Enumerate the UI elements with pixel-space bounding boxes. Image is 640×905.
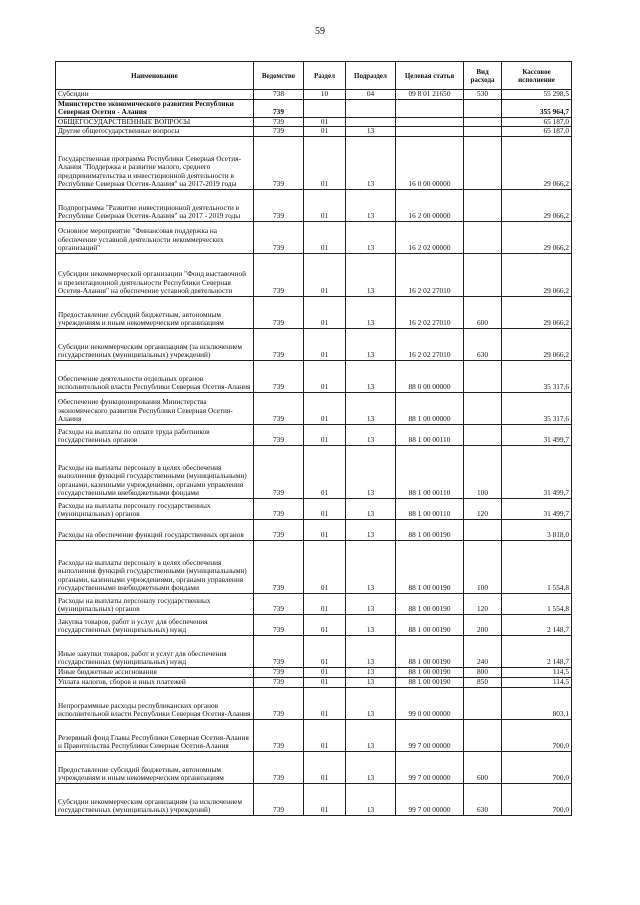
cell-cash-execution: 1 554,8	[502, 540, 572, 593]
table-row	[56, 445, 572, 498]
cell-cash-execution: 2 148,7	[502, 614, 572, 635]
table-row	[56, 328, 572, 360]
cell-section: 01	[304, 667, 346, 677]
table-row	[56, 687, 572, 719]
cell-name: Расходы на обеспечение функций государственных органов	[56, 519, 254, 540]
cell-subsection: 13	[346, 127, 396, 137]
cell-target-item: 88 1 00 00000	[396, 392, 464, 424]
cell-subsection: 13	[346, 296, 396, 328]
cell-name: Субсидии	[56, 90, 254, 100]
cell-section: 01	[304, 635, 346, 667]
table-row	[56, 519, 572, 540]
cell-name: Предоставление субсидий бюджетным, автономным учреждениям и иным некоммерческим организациям	[56, 751, 254, 783]
cell-section: 01	[304, 328, 346, 360]
cell-department: 739	[254, 445, 304, 498]
cell-subsection: 13	[346, 593, 396, 614]
table-row	[56, 296, 572, 328]
cell-name: Закупка товаров, работ и услуг для обеспечения государственных (муниципальных) нужд	[56, 614, 254, 635]
cell-name: Иные бюджетные ассигнования	[56, 667, 254, 677]
cell-subsection: 13	[346, 519, 396, 540]
cell-name: Подпрограмма "Развитие инвестиционной деятельности в Республике Северная Осетия-Алания" на 2017 - 2019 годы	[56, 189, 254, 221]
cell-expense-type: 630	[464, 328, 502, 360]
cell-subsection: 13	[346, 751, 396, 783]
cell-department: 739	[254, 751, 304, 783]
cell-cash-execution: 2 148,7	[502, 635, 572, 667]
cell-cash-execution: 29 066,2	[502, 328, 572, 360]
cell-cash-execution: 29 066,2	[502, 253, 572, 296]
cell-department: 739	[254, 614, 304, 635]
cell-name: Иные закупки товаров, работ и услуг для обеспечения государственных (муниципальных) нужд	[56, 635, 254, 667]
cell-department: 739	[254, 328, 304, 360]
cell-expense-type	[464, 392, 502, 424]
cell-name: Расходы на выплаты персоналу в целях обеспечения выполнения функций государственными (муниципальными) органами, казенными учреждениями, органами управления государственными внебюджетными фондами	[56, 445, 254, 498]
cell-name: Основное мероприятие "Финансовая поддержка на обеспечение уставной деятельности некоммерческих организаций"	[56, 221, 254, 253]
cell-expense-type	[464, 719, 502, 751]
cell-expense-type: 200	[464, 614, 502, 635]
col-header-expense-type: Вид расхода	[464, 62, 502, 90]
cell-department: 739	[254, 117, 304, 127]
cell-department: 739	[254, 392, 304, 424]
cell-name: Расходы на выплаты персоналу государственных (муниципальных) органов	[56, 593, 254, 614]
table-row	[56, 719, 572, 751]
cell-name: Другие общегосударственные вопросы	[56, 127, 254, 137]
cell-target-item: 88 1 00 00110	[396, 424, 464, 445]
cell-cash-execution: 3 818,0	[502, 519, 572, 540]
cell-section: 01	[304, 127, 346, 137]
cell-cash-execution: 55 298,5	[502, 90, 572, 100]
cell-name: Субсидии некоммерческим организациям (за исключением государственных (муниципальных) учреждений)	[56, 783, 254, 815]
cell-cash-execution: 114,5	[502, 677, 572, 687]
cell-cash-execution: 700,0	[502, 751, 572, 783]
table-row	[56, 635, 572, 667]
cell-name: Уплата налогов, сборов и иных платежей	[56, 677, 254, 687]
cell-expense-type: 100	[464, 445, 502, 498]
cell-department: 739	[254, 99, 304, 117]
cell-target-item: 99 0 00 00000	[396, 687, 464, 719]
cell-section: 01	[304, 117, 346, 127]
table-row	[56, 424, 572, 445]
cell-target-item: 16 0 00 00000	[396, 136, 464, 189]
cell-cash-execution: 355 964,7	[502, 99, 572, 117]
cell-subsection: 13	[346, 614, 396, 635]
cell-section: 01	[304, 296, 346, 328]
cell-department: 739	[254, 498, 304, 519]
cell-cash-execution: 700,0	[502, 719, 572, 751]
table-header-row	[56, 62, 572, 90]
cell-expense-type	[464, 117, 502, 127]
cell-department: 739	[254, 296, 304, 328]
cell-subsection: 13	[346, 221, 396, 253]
cell-name: Обеспечение функционирования Министерства экономического развития Республики Северная Осетия-Алания	[56, 392, 254, 424]
cell-subsection: 13	[346, 540, 396, 593]
cell-expense-type: 530	[464, 90, 502, 100]
cell-cash-execution: 31 499,7	[502, 498, 572, 519]
cell-cash-execution: 803,1	[502, 687, 572, 719]
cell-section: 01	[304, 253, 346, 296]
cell-name: ОБЩЕГОСУДАРСТВЕННЫЕ ВОПРОСЫ	[56, 117, 254, 127]
cell-expense-type	[464, 189, 502, 221]
cell-department: 739	[254, 424, 304, 445]
cell-section: 01	[304, 719, 346, 751]
table-row	[56, 667, 572, 677]
cell-target-item: 88 1 00 00190	[396, 635, 464, 667]
cell-section: 01	[304, 189, 346, 221]
cell-department: 739	[254, 783, 304, 815]
cell-expense-type	[464, 687, 502, 719]
cell-section: 01	[304, 392, 346, 424]
cell-department: 739	[254, 360, 304, 392]
cell-cash-execution: 31 499,7	[502, 424, 572, 445]
cell-subsection: 13	[346, 445, 396, 498]
table-row	[56, 593, 572, 614]
table-row	[56, 221, 572, 253]
cell-subsection: 13	[346, 498, 396, 519]
cell-department: 739	[254, 687, 304, 719]
cell-name: Министерство экономического развития Республики Северная Осетия - Алания	[56, 99, 254, 117]
cell-subsection: 13	[346, 635, 396, 667]
cell-name: Расходы на выплаты по оплате труда работников государственных органов	[56, 424, 254, 445]
cell-cash-execution: 35 317,6	[502, 360, 572, 392]
cell-section: 01	[304, 783, 346, 815]
cell-subsection: 13	[346, 253, 396, 296]
cell-department: 739	[254, 635, 304, 667]
cell-cash-execution: 29 066,2	[502, 189, 572, 221]
col-header-subsection: Подраздел	[346, 62, 396, 90]
cell-subsection: 13	[346, 392, 396, 424]
cell-section: 01	[304, 540, 346, 593]
cell-target-item: 16 2 02 27010	[396, 296, 464, 328]
cell-subsection: 13	[346, 189, 396, 221]
col-header-name: Наименование	[56, 62, 254, 90]
cell-department: 739	[254, 189, 304, 221]
cell-name: Субсидии некоммерческим организациям (за исключением государственных (муниципальных) учреждений)	[56, 328, 254, 360]
cell-expense-type	[464, 253, 502, 296]
page-number: 59	[315, 26, 325, 37]
cell-target-item: 88 1 00 00190	[396, 667, 464, 677]
cell-subsection: 13	[346, 328, 396, 360]
cell-department: 739	[254, 221, 304, 253]
table-row	[56, 253, 572, 296]
cell-subsection: 13	[346, 424, 396, 445]
cell-cash-execution: 29 066,2	[502, 136, 572, 189]
cell-cash-execution: 65 187,0	[502, 117, 572, 127]
col-header-section: Раздел	[304, 62, 346, 90]
table-row	[56, 136, 572, 189]
cell-expense-type	[464, 99, 502, 117]
cell-expense-type: 600	[464, 296, 502, 328]
cell-cash-execution: 1 554,8	[502, 593, 572, 614]
col-header-target-item: Целевая статья	[396, 62, 464, 90]
cell-name: Государственная программа Республики Северная Осетия-Алания "Поддержка и развитие малого, среднего предпринимательства и инвестиционной деятельности в Республике Северная Осетия-Алания" на 2017-2019 годы	[56, 136, 254, 189]
cell-name: Непрограммные расходы республиканских органов исполнительной власти Республики Северная Осетия-Алания	[56, 687, 254, 719]
cell-target-item: 99 7 00 00000	[396, 783, 464, 815]
cell-target-item: 99 7 00 00000	[396, 719, 464, 751]
table-row	[56, 99, 572, 117]
cell-name: Обеспечение деятельности отдельных органов исполнительной власти Республики Северная Осетия-Алания	[56, 360, 254, 392]
table-row	[56, 614, 572, 635]
cell-expense-type	[464, 424, 502, 445]
cell-target-item: 88 1 00 00190	[396, 614, 464, 635]
cell-subsection: 13	[346, 719, 396, 751]
cell-cash-execution: 31 499,7	[502, 445, 572, 498]
cell-expense-type: 600	[464, 751, 502, 783]
cell-department: 739	[254, 593, 304, 614]
cell-subsection: 13	[346, 136, 396, 189]
cell-target-item: 88 0 00 00000	[396, 360, 464, 392]
cell-section: 01	[304, 677, 346, 687]
cell-target-item: 16 2 02 27010	[396, 328, 464, 360]
cell-target-item	[396, 127, 464, 137]
cell-expense-type: 120	[464, 593, 502, 614]
cell-section: 01	[304, 498, 346, 519]
cell-department: 739	[254, 667, 304, 677]
table-row	[56, 751, 572, 783]
cell-expense-type: 850	[464, 677, 502, 687]
cell-department: 739	[254, 719, 304, 751]
cell-section: 01	[304, 445, 346, 498]
cell-expense-type	[464, 519, 502, 540]
cell-section: 01	[304, 614, 346, 635]
cell-expense-type	[464, 221, 502, 253]
cell-expense-type: 120	[464, 498, 502, 519]
cell-department: 739	[254, 540, 304, 593]
cell-department: 739	[254, 677, 304, 687]
cell-subsection	[346, 117, 396, 127]
cell-department: 739	[254, 127, 304, 137]
cell-section: 01	[304, 221, 346, 253]
cell-target-item: 16 2 02 00000	[396, 221, 464, 253]
cell-subsection: 13	[346, 687, 396, 719]
cell-department: 739	[254, 519, 304, 540]
cell-expense-type: 630	[464, 783, 502, 815]
cell-expense-type	[464, 136, 502, 189]
cell-expense-type: 100	[464, 540, 502, 593]
table-row	[56, 677, 572, 687]
cell-cash-execution: 29 066,2	[502, 296, 572, 328]
cell-cash-execution: 35 317,6	[502, 392, 572, 424]
table-row	[56, 540, 572, 593]
cell-expense-type	[464, 360, 502, 392]
cell-department: 739	[254, 136, 304, 189]
cell-cash-execution: 700,0	[502, 783, 572, 815]
cell-subsection: 13	[346, 667, 396, 677]
cell-subsection	[346, 99, 396, 117]
cell-name: Расходы на выплаты персоналу государственных (муниципальных) органов	[56, 498, 254, 519]
cell-target-item: 88 1 00 00190	[396, 677, 464, 687]
cell-expense-type: 240	[464, 635, 502, 667]
cell-name: Субсидии некоммерческой организации "Фонд выставочной и презентационной деятельности Республики Северная Осетия-Алания" на обеспечение уставной деятельности	[56, 253, 254, 296]
col-header-cash-execution: Кассовое исполнение	[502, 62, 572, 90]
cell-target-item: 09 8 01 21650	[396, 90, 464, 100]
cell-name: Расходы на выплаты персоналу в целях обеспечения выполнения функций государственными (муниципальными) органами, казенными учреждениями, органами управления государственными внебюджетными фондами	[56, 540, 254, 593]
cell-subsection: 13	[346, 360, 396, 392]
cell-section: 01	[304, 360, 346, 392]
table-row	[56, 360, 572, 392]
col-header-department: Ведомство	[254, 62, 304, 90]
cell-target-item: 16 2 00 00000	[396, 189, 464, 221]
cell-name: Предоставление субсидий бюджетным, автономным учреждениям и иным некоммерческим организациям	[56, 296, 254, 328]
cell-section	[304, 99, 346, 117]
cell-expense-type	[464, 127, 502, 137]
cell-target-item	[396, 117, 464, 127]
cell-target-item: 88 1 00 00190	[396, 540, 464, 593]
cell-section: 01	[304, 593, 346, 614]
cell-subsection: 13	[346, 677, 396, 687]
cell-section: 01	[304, 136, 346, 189]
cell-target-item: 88 1 00 00190	[396, 519, 464, 540]
cell-target-item: 16 2 02 27010	[396, 253, 464, 296]
cell-target-item: 88 1 00 00110	[396, 498, 464, 519]
cell-expense-type: 800	[464, 667, 502, 677]
table-row	[56, 127, 572, 137]
cell-section: 10	[304, 90, 346, 100]
table-row	[56, 392, 572, 424]
cell-cash-execution: 65 187,0	[502, 127, 572, 137]
cell-cash-execution: 114,5	[502, 667, 572, 677]
cell-target-item: 88 1 00 00110	[396, 445, 464, 498]
table-row	[56, 90, 572, 100]
table-row	[56, 189, 572, 221]
cell-department: 738	[254, 90, 304, 100]
table-row	[56, 783, 572, 815]
cell-section: 01	[304, 424, 346, 445]
cell-department: 739	[254, 253, 304, 296]
cell-cash-execution: 29 066,2	[502, 221, 572, 253]
budget-table	[55, 61, 572, 816]
cell-section: 01	[304, 751, 346, 783]
cell-subsection: 13	[346, 783, 396, 815]
cell-target-item: 99 7 00 00000	[396, 751, 464, 783]
table-row	[56, 498, 572, 519]
cell-name: Резервный фонд Главы Республики Северная Осетия-Алания и Правительства Республики Северная Осетия-Алания	[56, 719, 254, 751]
table-row	[56, 117, 572, 127]
cell-target-item: 88 1 00 00190	[396, 593, 464, 614]
cell-target-item	[396, 99, 464, 117]
cell-section: 01	[304, 687, 346, 719]
cell-subsection: 04	[346, 90, 396, 100]
cell-section: 01	[304, 519, 346, 540]
